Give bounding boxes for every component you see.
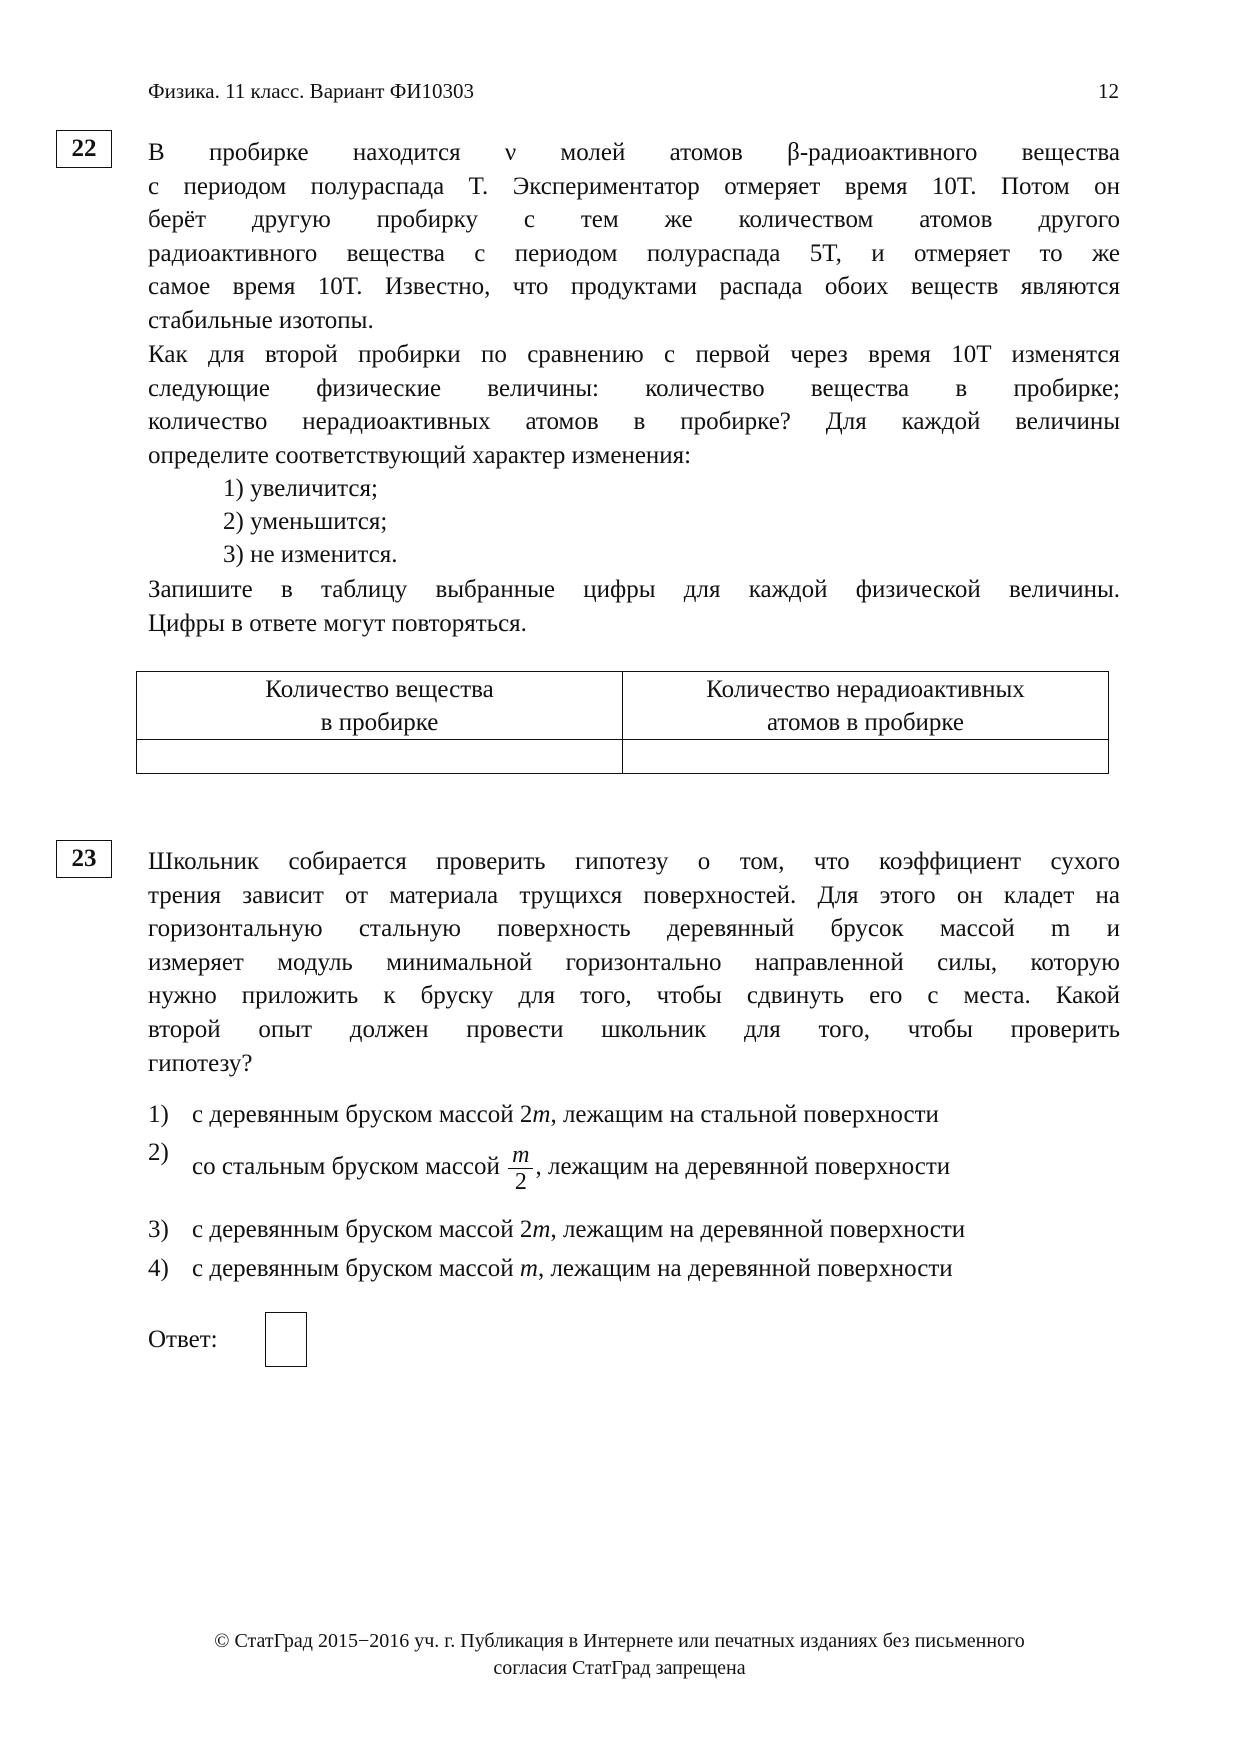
answer-box[interactable]: [265, 1312, 307, 1367]
fraction-denominator: 2: [514, 1169, 527, 1195]
q23-choice-2: [192, 1142, 950, 1195]
q22-option-list: [223, 472, 397, 571]
copyright-footer: [0, 1628, 1239, 1682]
page-header: [148, 79, 1119, 104]
q22-line: с периодом полураспада T. Экспериментатор отмеряет время 10T. Потом он: [148, 172, 1120, 200]
q22-instruction: [148, 573, 1120, 640]
table-header-amount: [137, 672, 623, 740]
q23-line: гипотезу?: [148, 1049, 253, 1077]
q23-line: горизонтальную стальную поверхность деревянный брусок массой m и: [148, 915, 1120, 943]
q22-instruction-line: Цифры в ответе могут повторяться.: [148, 609, 527, 637]
q23-choice-4: [148, 1252, 953, 1285]
answer-cell-nonradioactive[interactable]: [623, 740, 1109, 774]
table-header-line: Количество нерадиоактивных: [706, 675, 1025, 703]
q23-choice-2-number: [148, 1136, 192, 1169]
footer-line: © СтатГрад 2015−2016 уч. г. Публикация в Интернете или печатных изданиях без письменного: [214, 1630, 1025, 1652]
q23-line: второй опыт должен провести школьник для того, чтобы проверить: [148, 1015, 1120, 1043]
q22-line: радиоактивного вещества с периодом полураспада 5T, и отмеряет то же: [148, 239, 1120, 267]
table-header-line: атомов в пробирке: [766, 708, 965, 736]
q23-line: Школьник собирается проверить гипотезу о том, что коэффициент сухого: [148, 848, 1120, 875]
choice-number: 4): [148, 1255, 169, 1282]
page-number: 12: [1098, 79, 1119, 103]
q22-line: В пробирке находится ν молей атомов β-радиоактивного вещества: [148, 139, 1120, 166]
question-23-text: [148, 845, 1120, 1080]
header-title: Физика. 11 класс. Вариант ФИ10303: [148, 79, 474, 103]
table-header-nonradioactive: [623, 672, 1109, 740]
q23-line: измеряет модуль минимальной горизонтально направленной силы, которую: [148, 948, 1120, 976]
question-22-text: [148, 136, 1120, 338]
question-23-number: 23: [56, 840, 112, 878]
footer-line: согласия СтатГрад запрещена: [493, 1657, 746, 1679]
choice-var: m: [532, 1216, 551, 1243]
answer-cell-amount[interactable]: [137, 740, 623, 774]
fraction-numerator: m: [508, 1142, 533, 1169]
choice-text: с деревянным бруском массой: [192, 1255, 520, 1282]
choice-text: , лежащим на деревянной поверхности: [550, 1216, 966, 1243]
q23-choice-1: [148, 1098, 939, 1131]
choice-text: , лежащим на стальной поверхности: [550, 1101, 939, 1128]
q22-line: стабильные изотопы.: [148, 306, 374, 334]
question-22-number: 22: [56, 130, 112, 168]
choice-text: , лежащим на деревянной поверхности: [537, 1255, 953, 1282]
q22-line: самое время 10T. Известно, что продуктами распада обоих веществ являются: [148, 273, 1120, 301]
choice-text: , лежащим на деревянной поверхности: [535, 1153, 951, 1181]
q23-line: трения зависит от материала трущихся поверхностей. Для этого он кладет на: [148, 881, 1120, 909]
table-header-line: в пробирке: [320, 708, 439, 736]
q22-line: берёт другую пробирку с тем же количеством атомов другого: [148, 206, 1120, 234]
q22-prompt-line: количество нерадиоактивных атомов в пробирке? Для каждой величины: [148, 408, 1120, 436]
q22-prompt-line: следующие физические величины: количество вещества в пробирке;: [148, 374, 1120, 402]
q23-choice-3: [148, 1213, 965, 1246]
q22-option: 2) уменьшится;: [223, 508, 388, 535]
choice-number: 3): [148, 1216, 169, 1243]
choice-text: с деревянным бруском массой 2: [192, 1101, 533, 1128]
answer-label: Ответ:: [148, 1326, 218, 1353]
choice-number: 2): [148, 1139, 169, 1166]
mass-fraction: [508, 1142, 533, 1195]
q22-prompt-line: Как для второй пробирки по сравнению с первой через время 10T изменятся: [148, 341, 1120, 368]
q22-option: 1) увеличится;: [223, 475, 378, 502]
choice-var: m: [519, 1255, 538, 1282]
q22-prompt-line: определите соответствующий характер изменения:: [148, 441, 692, 469]
q23-line: нужно приложить к бруску для того, чтобы сдвинуть его с места. Какой: [148, 982, 1120, 1010]
choice-text: с деревянным бруском массой 2: [192, 1216, 533, 1243]
q22-option: 3) не изменится.: [223, 541, 398, 568]
choice-number: 1): [148, 1101, 169, 1128]
choice-var: m: [532, 1101, 551, 1128]
q22-answer-table: [136, 671, 1109, 774]
question-22-prompt: [148, 338, 1120, 472]
q22-instruction-line: Запишите в таблицу выбранные цифры для каждой физической величины.: [148, 576, 1120, 603]
choice-text: со стальным бруском массой: [192, 1153, 500, 1181]
table-header-line: Количество вещества: [265, 675, 494, 703]
